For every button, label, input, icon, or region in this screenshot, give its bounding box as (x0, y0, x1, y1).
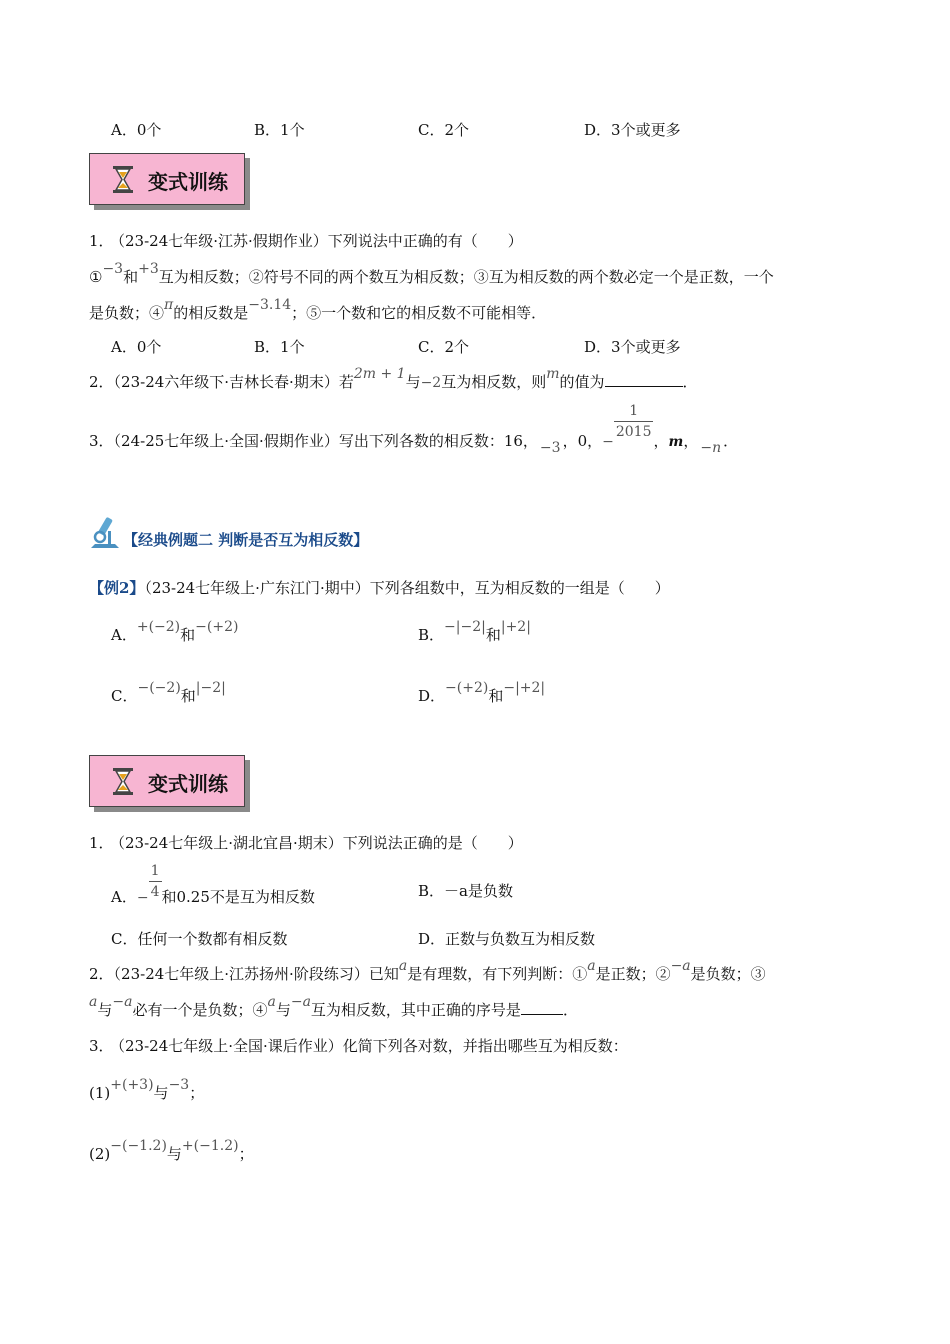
option-c: C．2个 (418, 338, 470, 356)
example-stem: 【例2】（23-24七年级上·广东江门·期中）下列各组数中，互为相反数的一组是（ ） (89, 579, 670, 597)
question-stem: （23-24七年级上·全国·课后作业）化简下列各对数，并指出哪些互为相反数： (110, 1037, 628, 1055)
option-c: C．2个 (418, 121, 470, 139)
option-a: A．− $\frac{1}{4}$ 和0.25不是互为相反数 (111, 863, 315, 906)
microscope-icon (88, 515, 122, 551)
question-number: 1． (89, 834, 114, 852)
hourglass-icon (112, 768, 134, 795)
question-line: 是负数；④π的相反数是−3.14；⑤一个数和它的相反数不可能相等． (89, 297, 547, 322)
option-b: B．－a是负数 (418, 882, 513, 900)
sub-question: (2)−(−1.2)与+(−1.2)； (89, 1138, 254, 1163)
question-2: 2．（23-24七年级上·江苏扬州·阶段练习）已知a是有理数，有下列判断：①a是正数；②−a是负数；③ (89, 958, 766, 983)
option-b: B．1个 (254, 121, 305, 139)
practice-badge (89, 153, 245, 205)
option-d: D．正数与负数互为相反数 (418, 930, 596, 948)
fraction: $\frac{1}{2015}$ (615, 403, 652, 440)
badge-label: 变式训练 (148, 170, 228, 194)
option-c: C．−(−2)和|−2| (111, 680, 226, 705)
option-a: A．+(−2)和−(+2) (111, 619, 239, 644)
question-number: 3． (89, 1037, 114, 1055)
question-2: 2．（23-24六年级下·吉林长春·期末）若2m + 1与−2互为相反数，则m的值为 ． (89, 366, 698, 391)
answer-blank[interactable] (521, 1000, 563, 1015)
option-a: A．0个 (111, 121, 162, 139)
badge-label: 变式训练 (148, 772, 228, 796)
option-a: A．0个 (111, 338, 162, 356)
sub-question: (1)+(+3)与−3； (89, 1077, 205, 1102)
option-c: C．任何一个数都有相反数 (111, 930, 288, 948)
option-d: D．3个或更多 (584, 121, 681, 139)
answer-blank[interactable] (605, 372, 683, 387)
option-b: B．−|−2|和|+2| (418, 619, 531, 644)
question-line: a与−a必有一个是负数；④a与−a互为相反数，其中正确的序号是 ． (89, 994, 578, 1019)
option-b: B．1个 (254, 338, 305, 356)
practice-badge (89, 755, 245, 807)
option-d: D．−(+2)和−|+2| (418, 680, 546, 705)
section-title: 【经典例题二 判断是否互为相反数】 (123, 531, 369, 549)
question-line: ①−3和+3互为相反数；②符号不同的两个数互为相反数；③互为相反数的两个数必定一个是正数，一个 (89, 261, 774, 286)
question-3: 3．（24-25七年级上·全国·假期作业）写出下列各数的相反数：16， −3 ，0，− $\frac{1}{2015}$ ，m， −n ． (89, 403, 739, 456)
question-stem: （23-24七年级上·湖北宜昌·期末）下列说法正确的是（ ） (110, 834, 523, 852)
question-number: 1． (89, 232, 114, 250)
hourglass-icon (112, 166, 134, 193)
option-d: D．3个或更多 (584, 338, 681, 356)
fraction: $\frac{1}{4}$ (150, 863, 160, 900)
question-stem: （23-24七年级·江苏·假期作业）下列说法中正确的有（ ） (110, 232, 523, 250)
